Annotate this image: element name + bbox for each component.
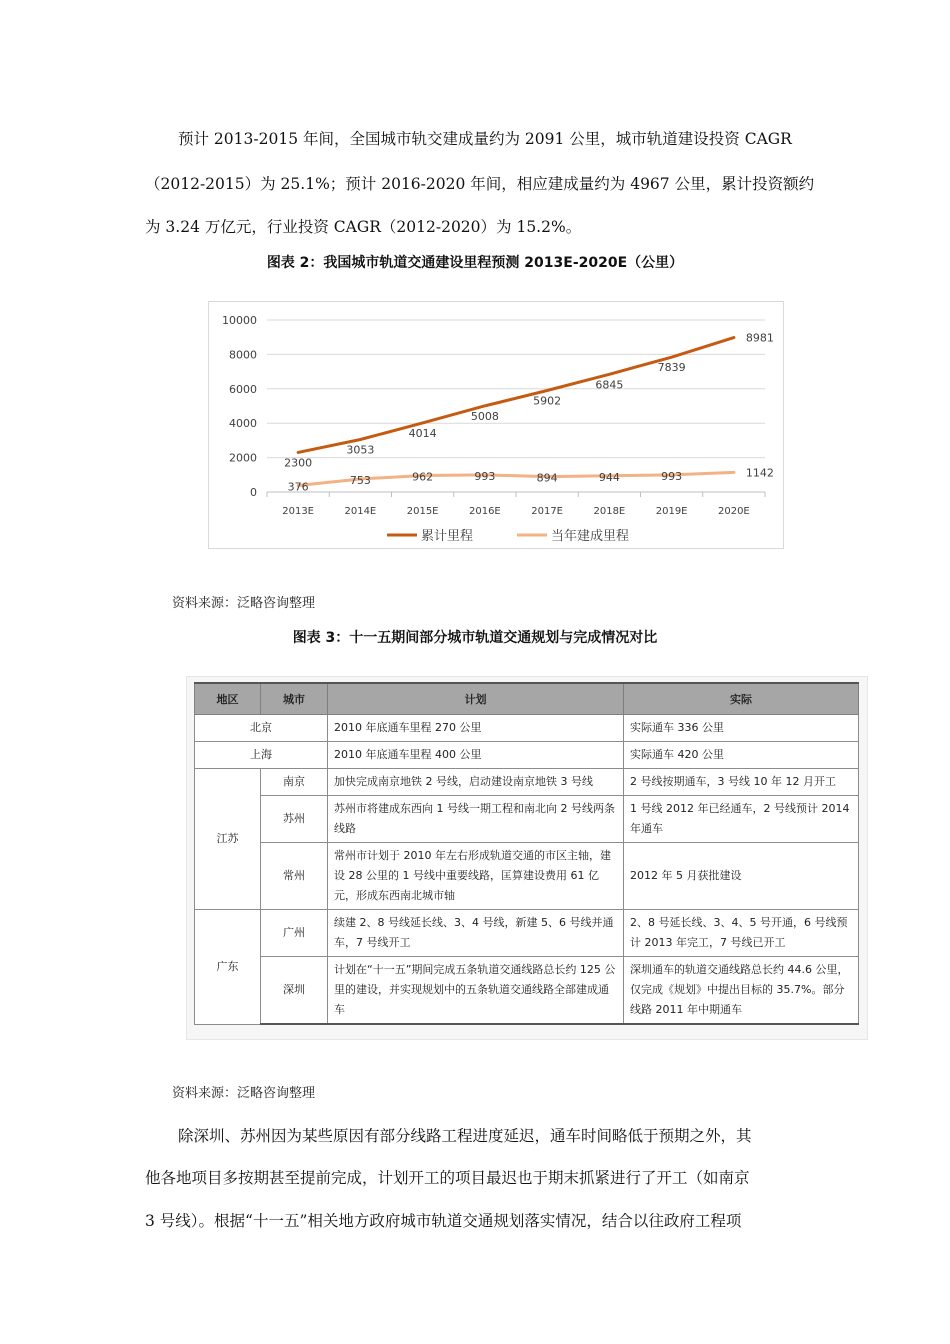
plan-cell: 常州市计划于 2010 年左右形成轨道交通的市区主轴，建设 28 公里的 1 号线中重要线路，匡算建设费用 61 亿元，形成东西南北城市轴 <box>328 843 624 910</box>
y-tick-label: 6000 <box>229 382 257 396</box>
data-label: 7839 <box>657 361 686 375</box>
actual-cell: 2、8 号延长线、3、4、5 号开通，6 号线预计 2013 年完工，7 号线已开工 <box>624 910 859 957</box>
table-row <box>195 769 859 796</box>
actual-cell: 2012 年 5 月获批建设 <box>624 843 859 910</box>
data-label: 962 <box>412 470 434 484</box>
x-tick-label: 2013E <box>282 506 315 517</box>
city-cell: 广州 <box>261 910 328 957</box>
y-tick-label: 2000 <box>229 451 257 465</box>
figure2-caption: 图表 2：我国城市轨道交通建设里程预测 2013E-2020E（公里） <box>266 255 684 271</box>
data-label: 376 <box>287 480 309 494</box>
figure3-caption: 图表 3：十一五期间部分城市轨道交通规划与完成情况对比 <box>292 630 658 646</box>
data-label: 5902 <box>533 394 562 408</box>
data-label: 3053 <box>346 443 375 457</box>
data-label: 753 <box>349 474 371 488</box>
plan-table-image <box>186 676 868 1040</box>
x-tick-label: 2015E <box>406 506 439 517</box>
plan-cell: 2010 年底通车里程 400 公里 <box>328 742 624 769</box>
actual-cell: 2 号线按期通车，3 号线 10 年 12 月开工 <box>624 769 859 796</box>
line-chart <box>208 301 784 549</box>
figure3-source: 资料来源：泛略咨询整理 <box>172 1086 316 1101</box>
paragraph2-line2: 他各地项目多按期甚至提前完成，计划开工的项目最迟也于期末抓紧进行了开工（如南京 <box>145 1169 750 1187</box>
region-cell: 广东 <box>195 910 261 1025</box>
city-cell: 常州 <box>261 843 328 910</box>
paragraph1-line1: 预计 2013-2015 年间，全国城市轨交建成量约为 2091 公里，城市轨道建设投资 CAGR <box>178 130 792 148</box>
table-row <box>195 957 859 1025</box>
city-cell: 上海 <box>195 742 328 769</box>
chart-grid <box>267 320 765 458</box>
table-header-row <box>195 683 859 715</box>
data-label: 6845 <box>595 378 624 392</box>
y-tick-label: 0 <box>250 486 257 499</box>
y-tick-label: 8000 <box>229 348 257 362</box>
actual-cell: 实际通车 336 公里 <box>624 715 859 742</box>
table-row <box>195 910 859 957</box>
plan-cell: 计划在“十一五”期间完成五条轨道交通线路总长约 125 公里的建设，并实现规划中的五条轨道交通线路全部建成通车 <box>328 957 624 1025</box>
data-label: 993 <box>661 469 683 483</box>
city-cell: 深圳 <box>261 957 328 1025</box>
plan-cell: 苏州市将建成东西向 1 号线一期工程和南北向 2 号线两条线路 <box>328 796 624 843</box>
chart-data-labels <box>284 332 774 494</box>
region-cell: 江苏 <box>195 769 261 910</box>
chart-series <box>298 338 734 486</box>
header-plan: 计划 <box>328 683 624 715</box>
legend-label: 累计里程 <box>421 529 474 544</box>
x-tick-label: 2018E <box>593 506 626 517</box>
chart-svg <box>209 302 783 548</box>
actual-cell: 1 号线 2012 年已经通车，2 号线预计 2014 年通车 <box>624 796 859 843</box>
table-row <box>195 796 859 843</box>
x-tick-label: 2016E <box>468 506 501 517</box>
paragraph1-line2: （2012-2015）为 25.1%；预计 2016-2020 年间，相应建成量约为 4967 公里，累计投资额约 <box>145 175 815 193</box>
paragraph2-line1: 除深圳、苏州因为某些原因有部分线路工程进度延迟，通车时间略低于预期之外，其 <box>178 1127 752 1145</box>
data-label: 1142 <box>745 466 774 480</box>
actual-cell: 实际通车 420 公里 <box>624 742 859 769</box>
city-cell: 南京 <box>261 769 328 796</box>
table-row <box>195 843 859 910</box>
city-cell: 北京 <box>195 715 328 742</box>
data-label: 944 <box>598 470 620 484</box>
table-row <box>195 742 859 769</box>
plan-comparison-table <box>194 682 859 1025</box>
table-row <box>195 715 859 742</box>
x-tick-label: 2020E <box>717 506 750 517</box>
data-label: 2300 <box>284 456 313 470</box>
plan-cell: 2010 年底通车里程 270 公里 <box>328 715 624 742</box>
actual-cell: 深圳通车的轨道交通线路总长约 44.6 公里，仅完成《规划》中提出目标的 35.7%。部分线路 2011 年中期通车 <box>624 957 859 1025</box>
header-city: 城市 <box>261 683 328 715</box>
y-tick-label: 10000 <box>222 314 257 327</box>
header-actual: 实际 <box>624 683 859 715</box>
x-tick-label: 2019E <box>655 506 688 517</box>
paragraph2-line3: 3 号线）。根据“十一五”相关地方政府城市轨道交通规划落实情况，结合以往政府工程项 <box>145 1212 742 1230</box>
chart-legend <box>387 528 629 544</box>
header-region: 地区 <box>195 683 261 715</box>
y-tick-label: 4000 <box>229 417 257 431</box>
data-label: 993 <box>474 469 496 483</box>
x-tick-label: 2017E <box>531 506 564 517</box>
legend-label: 当年建成里程 <box>551 529 630 544</box>
plan-cell: 续建 2、8 号线延长线、3、4 号线，新建 5、6 号线并通车，7 号线开工 <box>328 910 624 957</box>
data-label: 4014 <box>408 426 437 440</box>
x-tick-label: 2014E <box>344 506 377 517</box>
data-label: 894 <box>536 471 558 485</box>
paragraph1-line3: 为 3.24 万亿元，行业投资 CAGR（2012-2020）为 15.2%。 <box>145 218 582 236</box>
figure2-source: 资料来源：泛略咨询整理 <box>172 596 316 611</box>
plan-cell: 加快完成南京地铁 2 号线，启动建设南京地铁 3 号线 <box>328 769 624 796</box>
data-label: 5008 <box>470 409 499 423</box>
city-cell: 苏州 <box>261 796 328 843</box>
data-label: 8981 <box>745 331 774 345</box>
